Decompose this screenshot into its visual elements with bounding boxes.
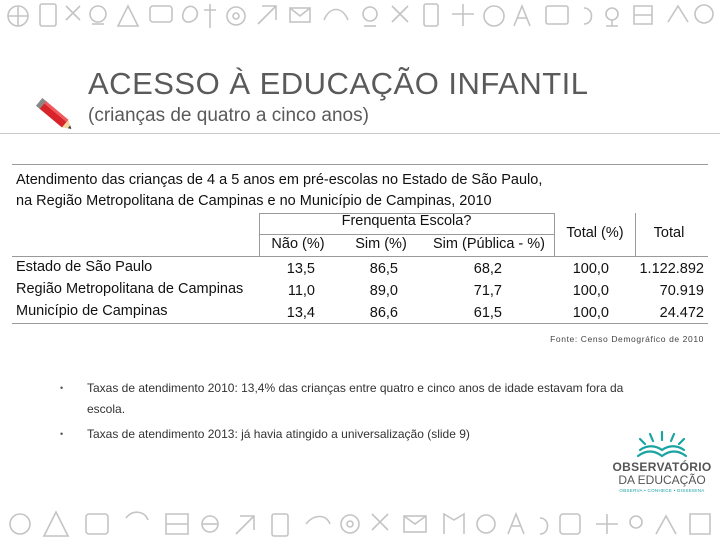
pencil-icon [34,94,78,138]
table-cell: 89,0 [369,283,398,299]
school-doodles-decoration [0,500,720,540]
group-header: Frenquenta Escola? [341,213,472,229]
table-cell: 70.919 [659,283,704,299]
bullet-text: Taxas de atendimento 2010: 13,4% das crianças entre quatro e cinco anos de idade estavam fora da escola. [87,381,624,416]
table-row-label: Estado de São Paulo [16,259,153,275]
slide-subtitle: (crianças de quatro a cinco anos) [88,105,369,126]
slide-title: ACESSO À EDUCAÇÃO INFANTIL [88,66,589,101]
table-cell: 13,4 [286,305,315,321]
column-header: Total (%) [566,225,624,241]
table-cell: 1.122.892 [639,261,704,277]
bottom-doodle-band [0,500,720,540]
school-attendance-table [12,164,708,324]
table-cell: 86,6 [369,305,398,321]
table-cell: 11,0 [287,283,315,299]
table-cell: 13,5 [286,261,315,277]
school-doodles-decoration [0,0,720,48]
bullet-item [60,378,660,420]
observatorio-logo [612,428,712,496]
top-doodle-band [0,0,720,48]
column-header: Sim (Pública - %) [433,236,545,252]
column-header: Total [653,225,685,241]
book-icon [612,428,712,460]
bullet-text: Taxas de atendimento 2013: já havia atingido a universalização (slide 9) [87,427,470,441]
table-caption-line-1: Atendimento das crianças de 4 a 5 anos em pré-escolas no Estado de São Paulo, [16,172,543,188]
logo-name-line1: OBSERVATÓRIO [612,460,712,474]
bullet-dot: • [60,429,64,439]
table-cell: 100,0 [572,283,609,299]
column-header: Sim (%) [355,236,407,252]
bullet-item [60,424,660,445]
table-cell: 86,5 [369,261,398,277]
table-caption-line-2: na Região Metropolitana de Campinas e no Município de Campinas, 2010 [16,193,492,209]
bullet-dot: • [60,383,64,393]
title-divider [0,133,720,134]
table-cell: 100,0 [572,305,609,321]
table-cell: 71,7 [473,283,502,299]
table-source-note: Fonte: Censo Demográfico de 2010 [550,334,704,344]
table-row-label: Município de Campinas [16,303,168,319]
table-row-label: Região Metropolitana de Campinas [16,281,244,297]
table-cell: 68,2 [473,261,502,277]
table-cell: 24.472 [659,305,704,321]
logo-name-line2: DA EDUCAÇÃO [618,473,706,487]
column-header: Não (%) [271,236,325,252]
table-cell: 100,0 [572,261,609,277]
bullet-list [60,378,660,449]
title-block [88,66,589,128]
table-cell: 61,5 [473,305,502,321]
logo-tagline: OBSERVA • CONHECE • DISSEMINA [619,488,705,493]
